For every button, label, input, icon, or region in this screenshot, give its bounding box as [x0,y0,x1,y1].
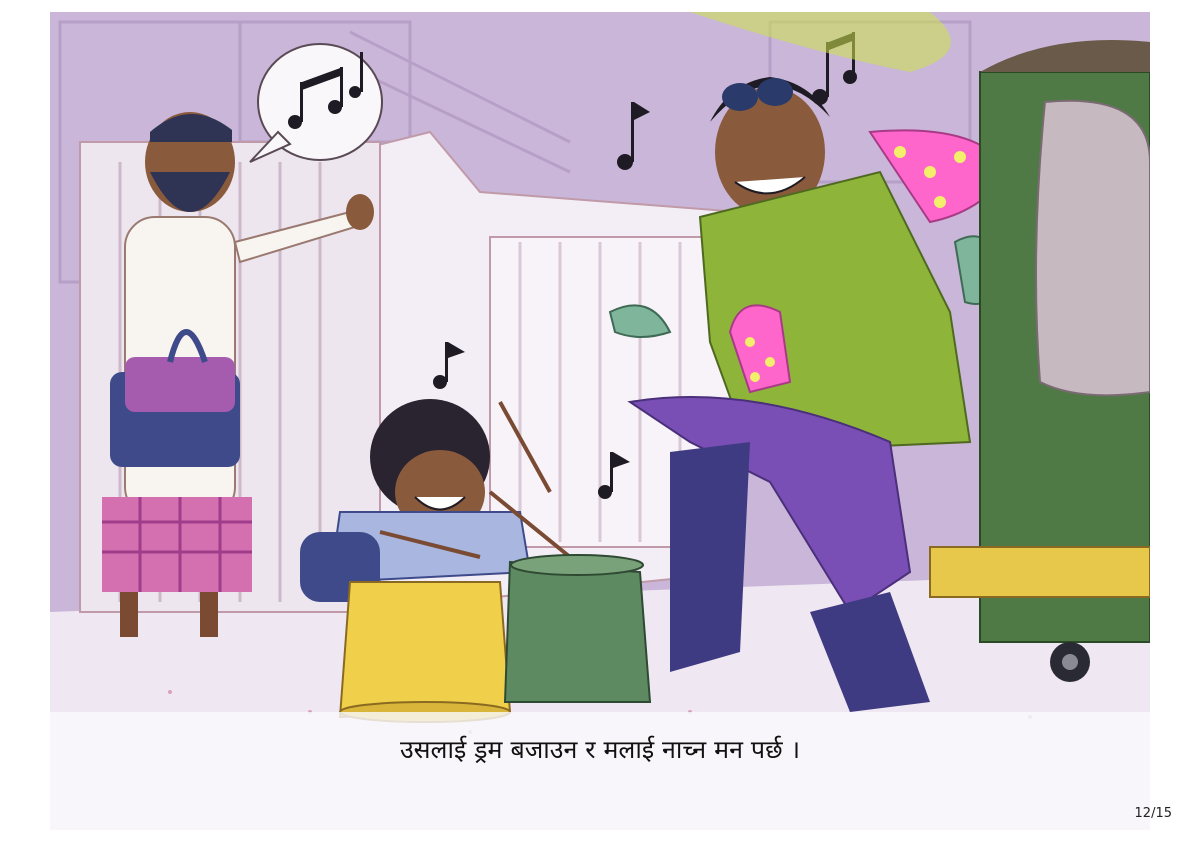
green-bucket [505,555,650,702]
yellow-bucket [340,582,510,722]
story-caption: उसलाई ड्रम बजाउन र मलाई नाच्न मन पर्छ । [399,735,801,764]
page-number: 12/15 [1134,806,1172,821]
story-illustration [50,12,1150,830]
illustration-canvas [50,12,1150,830]
bottom-fade [50,712,1150,830]
